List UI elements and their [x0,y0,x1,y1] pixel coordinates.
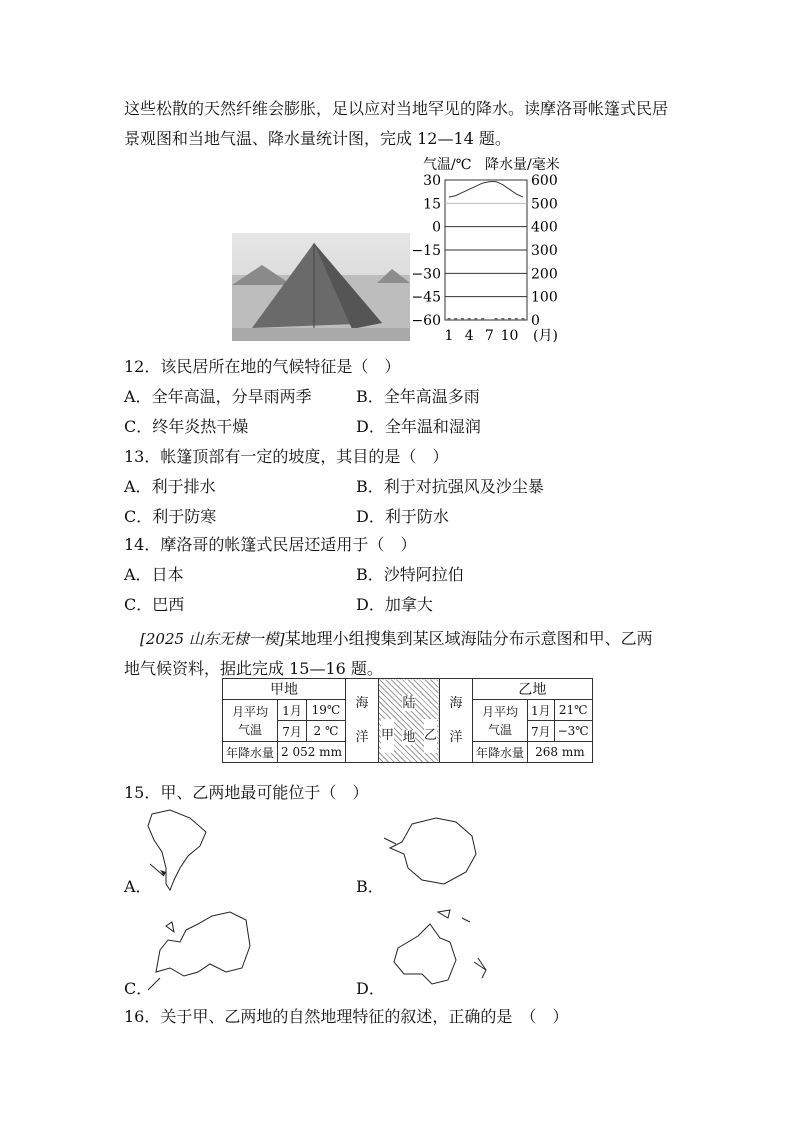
precipitation-bar [461,318,464,320]
right-tick-label: 300 [531,243,558,259]
south-america-map [140,806,220,892]
q14-option-c[interactable]: C．巴西 [124,595,185,614]
ocean-left: 海 洋 [345,679,378,763]
precipitation-bar [515,318,518,320]
left-tick-label: −45 [411,289,441,306]
q13-stem: 13．帐篷顶部有一定的坡度，其目的是（ ） [124,447,449,466]
europe-map [146,906,256,996]
precipitation-bar [501,318,504,320]
yi-title: 乙地 [472,679,592,700]
precipitation-bar [474,318,477,320]
ocean-right: 海 洋 [439,679,472,763]
q15-option-c[interactable]: C． [124,979,153,998]
precipitation-bar [468,318,471,320]
intro-line-2: 景观图和当地气温、降水量统计图，完成 12—14 题。 [124,129,511,148]
right-tick-label: 400 [531,219,558,236]
chart-ylabel-right: 降水量/毫米 [485,157,560,173]
q16-stem: 16．关于甲、乙两地的自然地理特征的叙述，正确的是 （ ） [124,1007,569,1026]
source-line-1: [2025 山东无棣一模]某地理小组搜集到某区域海陆分布示意图和甲、乙两 [140,629,653,648]
jia-title: 甲地 [223,679,346,700]
intro-line-1: 这些松散的天然纤维会膨胀，足以应对当地罕见的降水。读摩洛哥帐篷式民居 [124,99,669,118]
right-tick-label: 500 [531,196,558,213]
q12-stem: 12．该民居所在地的气候特征是（ ） [124,357,401,376]
precipitation-bar [522,318,525,320]
q13-option-c[interactable]: C．利于防寒 [124,507,217,526]
right-tick-label: 200 [531,266,558,283]
antarctica-map [382,814,482,890]
oceania-map [378,908,498,992]
q12-option-b[interactable]: B．全年高温多雨 [356,387,480,406]
source-tag: [2025 山东无棣一模] [140,630,285,648]
x-tick-label: 10 [500,328,519,344]
q13-option-d[interactable]: D．利于防水 [356,507,449,526]
x-tick-label: 7 [484,328,494,344]
climate-chart [405,150,605,350]
land-region: 陆 甲 地 乙 [378,679,439,763]
q14-option-d[interactable]: D．加拿大 [356,595,433,614]
left-tick-label: −60 [411,313,441,329]
source-line-2: 地气候资料，据此完成 15—16 题。 [124,659,383,678]
precipitation-bar [454,318,457,320]
temperature-line [449,182,523,198]
right-tick-label: 0 [531,313,540,329]
right-tick-label: 100 [531,289,558,306]
right-tick-label: 600 [531,173,558,189]
q15-option-b[interactable]: B． [356,877,384,896]
left-tick-label: 0 [432,219,441,236]
q15-stem: 15．甲、乙两地最可能位于（ ） [124,783,369,802]
precipitation-bar [481,318,484,320]
chart-ylabel-left: 气温/℃ [423,157,472,173]
x-tick-label: 1 [444,328,454,344]
tent-photo [232,233,410,341]
yi-marker: 乙 [424,719,437,753]
q14-stem: 14．摩洛哥的帐篷式民居还适用于（ ） [124,535,417,554]
left-tick-label: 30 [423,173,441,189]
x-tick-label: 4 [464,328,474,344]
q15-option-d[interactable]: D． [356,979,385,998]
q12-option-d[interactable]: D．全年温和湿润 [356,417,481,436]
q12-option-c[interactable]: C．终年炎热干燥 [124,417,249,436]
climate-table: 甲地 海 洋 陆 甲 地 乙 海 洋 乙地 月平均 气温 1月 19℃ 月平均 气温 1月 21℃ 7月 2 ℃ 7月 −3℃ 年降水量 2 052 mm 年降水量 268 mm [222,678,593,763]
q12-option-a[interactable]: A．全年高温，分旱雨两季 [124,387,312,406]
left-tick-label: 15 [423,196,441,213]
left-tick-label: −30 [411,266,441,283]
precipitation-bar [495,318,498,320]
q13-option-b[interactable]: B．利于对抗强风及沙尘暴 [356,477,544,496]
q13-option-a[interactable]: A．利于排水 [124,477,216,496]
q15-option-a[interactable]: A． [124,877,152,896]
precipitation-bar [508,318,511,320]
chart-xlabel: (月) [533,328,558,344]
q14-option-b[interactable]: B．沙特阿拉伯 [356,565,464,584]
precipitation-bar [448,318,451,320]
q14-option-a[interactable]: A．日本 [124,565,184,584]
left-tick-label: −15 [411,243,441,259]
jia-marker: 甲 [381,719,394,753]
